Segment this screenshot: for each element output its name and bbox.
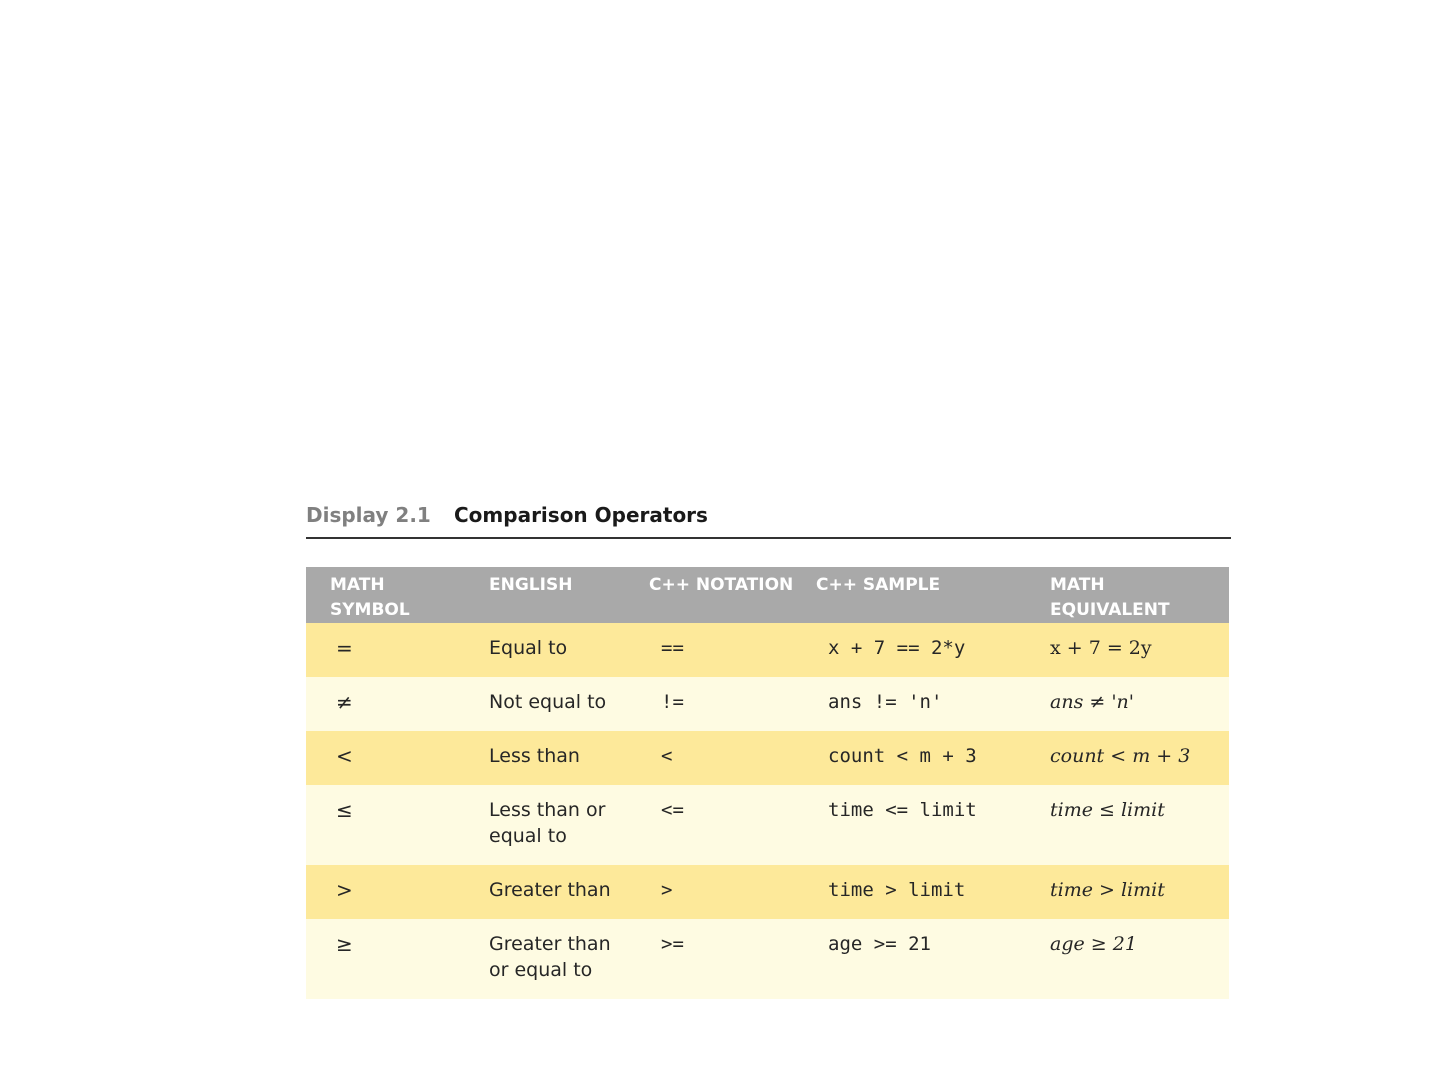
cell-english [489,919,649,999]
table-row-not-equal [306,677,1229,731]
table-row-greater-or-equal [306,919,1229,999]
cell-english-line1: Less than or [489,799,606,821]
header-math-equivalent [1050,567,1229,623]
header-cpp-notation-label: C++ NOTATION [649,575,794,595]
display-header [306,500,1231,539]
cell-cpp-sample: time > limit [816,865,1050,919]
cell-cpp-notation: > [649,865,816,919]
cell-cpp-sample: time <= limit [816,785,1050,865]
cell-math-symbol: ≤ [306,785,489,865]
cell-cpp-notation: < [649,731,816,785]
cell-math-symbol: < [306,731,489,785]
cell-english: Greater than [489,865,649,919]
cell-cpp-notation: <= [649,785,816,865]
cell-english [489,785,649,865]
header-math-symbol-line2: SYMBOL [330,600,410,620]
cell-english-line2: equal to [489,825,567,847]
cell-math-equivalent: ans ≠ 'n' [1050,677,1229,731]
cell-english-line1: Greater than [489,933,611,955]
cell-english: Not equal to [489,677,649,731]
cell-math-equivalent: time ≤ limit [1050,785,1229,865]
table-row-greater-than [306,865,1229,919]
cell-english: Less than [489,731,649,785]
cell-math-symbol: ≠ [306,677,489,731]
cell-math-symbol: > [306,865,489,919]
table-row-less-or-equal [306,785,1229,865]
cell-english: Equal to [489,623,649,677]
display-title: Comparison Operators [454,503,708,527]
header-math-equivalent-line2: EQUIVALENT [1050,600,1170,620]
cell-math-symbol: ≥ [306,919,489,999]
cell-cpp-sample: age >= 21 [816,919,1050,999]
cell-math-equivalent: count < m + 3 [1050,731,1229,785]
header-cpp-sample [816,567,1050,623]
display-number: Display 2.1 [306,503,431,527]
cell-math-equivalent: time > limit [1050,865,1229,919]
table-row-equal [306,623,1229,677]
cell-cpp-notation: >= [649,919,816,999]
header-english-label: ENGLISH [489,575,573,595]
header-cpp-sample-label: C++ SAMPLE [816,575,941,595]
header-math-symbol-line1: MATH [330,575,385,595]
header-math-symbol [306,567,489,623]
cell-cpp-sample: count < m + 3 [816,731,1050,785]
comparison-operators-table [306,567,1229,999]
header-math-equivalent-line1: MATH [1050,575,1105,595]
cell-cpp-sample: ans != 'n' [816,677,1050,731]
cell-math-symbol: = [306,623,489,677]
cell-english-line2: or equal to [489,959,593,981]
cell-math-equivalent: x + 7 = 2y [1050,623,1229,677]
header-english [489,567,649,623]
cell-math-equivalent: age ≥ 21 [1050,919,1229,999]
cell-cpp-notation: == [649,623,816,677]
table-row-less-than [306,731,1229,785]
header-cpp-notation [649,567,816,623]
cell-cpp-sample: x + 7 == 2*y [816,623,1050,677]
table-header-row [306,567,1229,623]
cell-cpp-notation: != [649,677,816,731]
